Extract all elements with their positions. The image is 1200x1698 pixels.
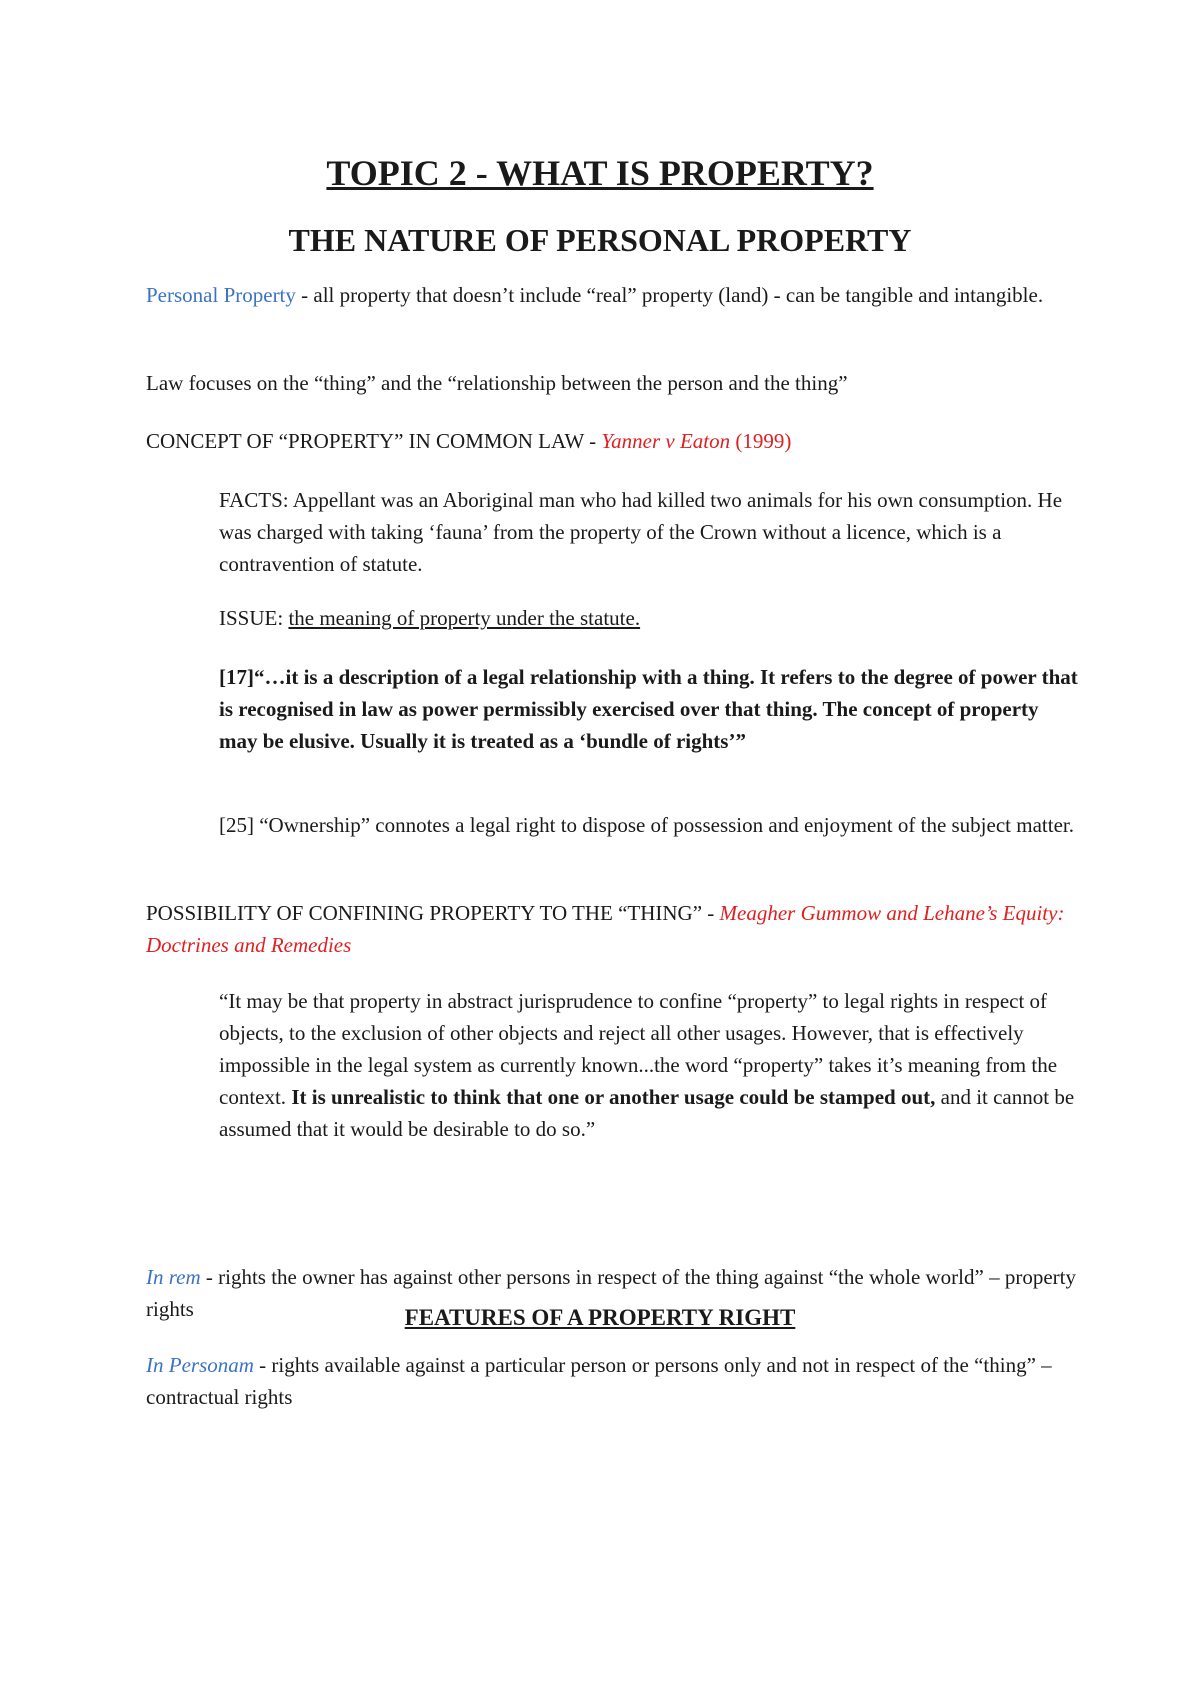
case-name: Yanner v Eaton	[601, 429, 731, 453]
mgl-quote-part2: and it cannot be assumed that it would be desirable to do so.”	[219, 1085, 1075, 1141]
in-rem-paragraph	[146, 1261, 1076, 1325]
possibility-heading	[146, 897, 1076, 961]
in-personam-paragraph	[146, 1349, 1076, 1413]
mgl-quote	[219, 985, 1079, 1145]
possibility-label: POSSIBILITY OF CONFINING PROPERTY TO THE “THING” -	[146, 901, 720, 925]
concept-label: CONCEPT OF “PROPERTY” IN COMMON LAW -	[146, 429, 602, 453]
in-personam-term: In Personam	[146, 1353, 254, 1377]
in-rem-term: In rem	[146, 1265, 201, 1289]
law-focuses-paragraph: Law focuses on the “thing” and the “relationship between the person and the thing”	[146, 371, 848, 395]
personal-property-term: Personal Property	[146, 283, 296, 307]
quote-17: [17]“…it is a description of a legal relationship with a thing. It refers to the degree of power that is recognised in law as power permissibly exercised over that thing. The concept of property may be elusive. Usually it is treated as a ‘bundle of rights’”	[219, 665, 1078, 753]
personal-property-definition: - all property that doesn’t include “real” property (land) - can be tangible and intangible.	[295, 283, 1044, 307]
issue-text: the meaning of property under the statute.	[288, 606, 641, 630]
in-rem-definition: - rights the owner has against other persons in respect of the thing against “the whole world” – property rights	[146, 1265, 1076, 1321]
in-personam-definition: - rights available against a particular person or persons only and not in respect of the “thing” – contractual rights	[146, 1353, 1052, 1409]
features-heading: FEATURES OF A PROPERTY RIGHT	[404, 1305, 796, 1330]
possibility-source: Meagher Gummow and Lehane’s Equity: Doctrines and Remedies	[146, 901, 1065, 957]
personal-property-paragraph	[146, 279, 1076, 311]
concept-heading	[146, 425, 1076, 457]
quote-25: [25] “Ownership” connotes a legal right to dispose of possession and enjoyment of the subject matter.	[219, 813, 1074, 837]
page-title: TOPIC 2 - WHAT IS PROPERTY?	[326, 153, 874, 193]
facts-paragraph: FACTS: Appellant was an Aboriginal man who had killed two animals for his own consumption. He was charged with taking ‘fauna’ from the property of the Crown without a licence, which is a contravention of statute.	[219, 488, 1063, 576]
case-year: (1999)	[730, 429, 792, 453]
issue-label: ISSUE:	[219, 606, 289, 630]
section-heading: THE NATURE OF PERSONAL PROPERTY	[288, 222, 912, 258]
issue-paragraph	[219, 602, 1079, 634]
mgl-quote-part1: “It may be that property in abstract jurisprudence to confine “property” to legal rights in respect of objects, to the exclusion of other objects and reject all other usages. However, that is effectively impossible in the legal system as currently known...the word “property” takes it’s meaning from the context.	[219, 989, 1058, 1109]
mgl-quote-bold: It is unrealistic to think that one or another usage could be stamped out,	[291, 1085, 936, 1109]
